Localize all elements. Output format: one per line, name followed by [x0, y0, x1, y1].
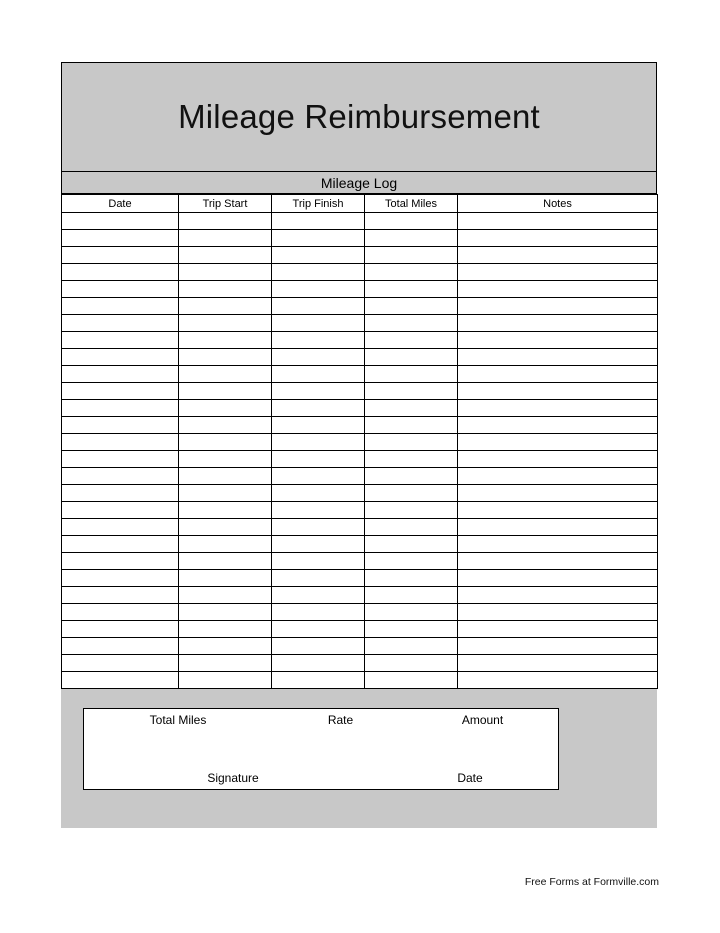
cell-date[interactable]	[62, 468, 179, 485]
cell-total-miles[interactable]	[365, 264, 458, 281]
cell-date[interactable]	[62, 621, 179, 638]
cell-total-miles[interactable]	[365, 383, 458, 400]
cell-date[interactable]	[62, 417, 179, 434]
cell-date[interactable]	[62, 536, 179, 553]
cell-total-miles[interactable]	[365, 672, 458, 689]
cell-total-miles[interactable]	[365, 638, 458, 655]
table-header-row	[62, 195, 658, 213]
table-row	[62, 247, 658, 264]
cell-trip-finish[interactable]	[272, 604, 365, 621]
total-miles-label: Total Miles	[149, 713, 207, 727]
cell-trip-finish[interactable]	[272, 587, 365, 604]
table-row	[62, 383, 658, 400]
cell-date[interactable]	[62, 230, 179, 247]
signature-label: Signature	[207, 771, 259, 785]
table-row	[62, 434, 658, 451]
cell-trip-start[interactable]	[179, 247, 272, 264]
cell-date[interactable]	[62, 383, 179, 400]
cell-trip-finish[interactable]	[272, 434, 365, 451]
cell-notes[interactable]	[458, 264, 658, 281]
cell-total-miles[interactable]	[365, 332, 458, 349]
cell-trip-finish[interactable]	[272, 672, 365, 689]
cell-date[interactable]	[62, 264, 179, 281]
table-row	[62, 213, 658, 230]
cell-trip-finish[interactable]	[272, 468, 365, 485]
cell-trip-start[interactable]	[179, 417, 272, 434]
cell-notes[interactable]	[458, 621, 658, 638]
cell-notes[interactable]	[458, 213, 658, 230]
cell-notes[interactable]	[458, 485, 658, 502]
cell-trip-start[interactable]	[179, 451, 272, 468]
section-header-label: Mileage Log	[320, 174, 398, 191]
cell-notes[interactable]	[458, 536, 658, 553]
cell-total-miles[interactable]	[365, 519, 458, 536]
table-row	[62, 502, 658, 519]
table-row	[62, 332, 658, 349]
table-row	[62, 264, 658, 281]
cell-trip-finish[interactable]	[272, 247, 365, 264]
table-row	[62, 638, 658, 655]
cell-notes[interactable]	[458, 281, 658, 298]
cell-notes[interactable]	[458, 400, 658, 417]
table-row	[62, 655, 658, 672]
cell-trip-finish[interactable]	[272, 298, 365, 315]
table-row	[62, 417, 658, 434]
table-row	[62, 672, 658, 689]
cell-date[interactable]	[62, 298, 179, 315]
cell-trip-finish[interactable]	[272, 366, 365, 383]
cell-trip-start[interactable]	[179, 281, 272, 298]
cell-trip-finish[interactable]	[272, 536, 365, 553]
cell-trip-finish[interactable]	[272, 400, 365, 417]
cell-trip-start[interactable]	[179, 298, 272, 315]
column-header-notes: Notes	[458, 195, 658, 213]
cell-total-miles[interactable]	[365, 366, 458, 383]
cell-trip-finish[interactable]	[272, 264, 365, 281]
cell-trip-finish[interactable]	[272, 315, 365, 332]
cell-notes[interactable]	[458, 468, 658, 485]
column-header-date: Date	[62, 195, 179, 213]
cell-total-miles[interactable]	[365, 230, 458, 247]
cell-trip-start[interactable]	[179, 213, 272, 230]
cell-trip-finish[interactable]	[272, 655, 365, 672]
cell-total-miles[interactable]	[365, 451, 458, 468]
cell-trip-start[interactable]	[179, 366, 272, 383]
cell-date[interactable]	[62, 332, 179, 349]
rate-label: Rate	[327, 713, 354, 727]
cell-total-miles[interactable]	[365, 417, 458, 434]
cell-date[interactable]	[62, 247, 179, 264]
cell-date[interactable]	[62, 434, 179, 451]
mileage-reimbursement-form	[61, 62, 657, 828]
cell-total-miles[interactable]	[365, 553, 458, 570]
cell-total-miles[interactable]	[365, 502, 458, 519]
cell-date[interactable]	[62, 570, 179, 587]
cell-total-miles[interactable]	[365, 213, 458, 230]
cell-trip-start[interactable]	[179, 400, 272, 417]
table-row	[62, 570, 658, 587]
table-row	[62, 485, 658, 502]
cell-trip-finish[interactable]	[272, 621, 365, 638]
cell-total-miles[interactable]	[365, 281, 458, 298]
table-row	[62, 587, 658, 604]
cell-total-miles[interactable]	[365, 587, 458, 604]
cell-date[interactable]	[62, 638, 179, 655]
cell-trip-finish[interactable]	[272, 502, 365, 519]
cell-trip-finish[interactable]	[272, 451, 365, 468]
cell-total-miles[interactable]	[365, 468, 458, 485]
table-row	[62, 281, 658, 298]
cell-date[interactable]	[62, 315, 179, 332]
cell-trip-finish[interactable]	[272, 417, 365, 434]
cell-trip-finish[interactable]	[272, 349, 365, 366]
cell-trip-start[interactable]	[179, 519, 272, 536]
cell-notes[interactable]	[458, 349, 658, 366]
cell-total-miles[interactable]	[365, 434, 458, 451]
table-row	[62, 315, 658, 332]
table-row	[62, 604, 658, 621]
cell-notes[interactable]	[458, 655, 658, 672]
cell-total-miles[interactable]	[365, 604, 458, 621]
cell-trip-finish[interactable]	[272, 519, 365, 536]
cell-trip-start[interactable]	[179, 655, 272, 672]
cell-notes[interactable]	[458, 383, 658, 400]
cell-date[interactable]	[62, 213, 179, 230]
cell-date[interactable]	[62, 281, 179, 298]
column-header-trip-start: Trip Start	[179, 195, 272, 213]
cell-trip-start[interactable]	[179, 315, 272, 332]
table-row	[62, 536, 658, 553]
cell-trip-start[interactable]	[179, 604, 272, 621]
cell-notes[interactable]	[458, 638, 658, 655]
cell-trip-start[interactable]	[179, 672, 272, 689]
signature-labels-row	[83, 766, 557, 790]
cell-trip-start[interactable]	[179, 570, 272, 587]
cell-notes[interactable]	[458, 247, 658, 264]
cell-total-miles[interactable]	[365, 485, 458, 502]
cell-notes[interactable]	[458, 298, 658, 315]
cell-total-miles[interactable]	[365, 247, 458, 264]
cell-total-miles[interactable]	[365, 315, 458, 332]
cell-notes[interactable]	[458, 587, 658, 604]
column-header-total-miles: Total Miles	[365, 195, 458, 213]
cell-notes[interactable]	[458, 672, 658, 689]
section-header-mileage-log	[61, 172, 657, 194]
cell-trip-start[interactable]	[179, 553, 272, 570]
totals-footer-band	[61, 689, 657, 828]
cell-date[interactable]	[62, 553, 179, 570]
cell-trip-start[interactable]	[179, 536, 272, 553]
cell-trip-start[interactable]	[179, 383, 272, 400]
cell-trip-finish[interactable]	[272, 230, 365, 247]
cell-date[interactable]	[62, 349, 179, 366]
cell-notes[interactable]	[458, 315, 658, 332]
cell-total-miles[interactable]	[365, 655, 458, 672]
table-row	[62, 451, 658, 468]
cell-trip-finish[interactable]	[272, 332, 365, 349]
mileage-log-body	[62, 213, 658, 689]
cell-notes[interactable]	[458, 604, 658, 621]
mileage-log-table	[61, 194, 658, 689]
table-row	[62, 519, 658, 536]
cell-total-miles[interactable]	[365, 536, 458, 553]
cell-notes[interactable]	[458, 451, 658, 468]
table-row	[62, 553, 658, 570]
totals-labels-row	[83, 709, 557, 731]
signature-date-label: Date	[457, 771, 483, 785]
cell-total-miles[interactable]	[365, 400, 458, 417]
cell-date[interactable]	[62, 400, 179, 417]
cell-notes[interactable]	[458, 417, 658, 434]
cell-trip-start[interactable]	[179, 587, 272, 604]
cell-trip-finish[interactable]	[272, 213, 365, 230]
cell-notes[interactable]	[458, 366, 658, 383]
table-row	[62, 230, 658, 247]
cell-trip-start[interactable]	[179, 230, 272, 247]
cell-date[interactable]	[62, 587, 179, 604]
cell-notes[interactable]	[458, 502, 658, 519]
table-row	[62, 349, 658, 366]
cell-trip-start[interactable]	[179, 434, 272, 451]
cell-date[interactable]	[62, 604, 179, 621]
page-title: Mileage Reimbursement	[178, 97, 540, 135]
cell-total-miles[interactable]	[365, 349, 458, 366]
cell-total-miles[interactable]	[365, 621, 458, 638]
cell-trip-start[interactable]	[179, 638, 272, 655]
table-row	[62, 400, 658, 417]
amount-label: Amount	[461, 713, 504, 727]
table-row	[62, 468, 658, 485]
cell-date[interactable]	[62, 519, 179, 536]
cell-total-miles[interactable]	[365, 570, 458, 587]
cell-trip-start[interactable]	[179, 349, 272, 366]
cell-trip-finish[interactable]	[272, 281, 365, 298]
cell-trip-start[interactable]	[179, 502, 272, 519]
cell-trip-finish[interactable]	[272, 570, 365, 587]
form-credit: Free Forms at Formville.com	[524, 876, 659, 888]
cell-date[interactable]	[62, 485, 179, 502]
cell-trip-start[interactable]	[179, 485, 272, 502]
cell-trip-finish[interactable]	[272, 485, 365, 502]
cell-notes[interactable]	[458, 332, 658, 349]
cell-notes[interactable]	[458, 230, 658, 247]
cell-trip-finish[interactable]	[272, 553, 365, 570]
cell-notes[interactable]	[458, 519, 658, 536]
cell-trip-start[interactable]	[179, 264, 272, 281]
cell-trip-start[interactable]	[179, 468, 272, 485]
cell-trip-finish[interactable]	[272, 638, 365, 655]
cell-trip-start[interactable]	[179, 621, 272, 638]
cell-date[interactable]	[62, 451, 179, 468]
table-row	[62, 621, 658, 638]
cell-total-miles[interactable]	[365, 298, 458, 315]
cell-date[interactable]	[62, 502, 179, 519]
form-title-banner	[61, 62, 657, 172]
cell-date[interactable]	[62, 366, 179, 383]
cell-trip-finish[interactable]	[272, 383, 365, 400]
column-header-trip-finish: Trip Finish	[272, 195, 365, 213]
cell-notes[interactable]	[458, 553, 658, 570]
cell-date[interactable]	[62, 655, 179, 672]
cell-trip-start[interactable]	[179, 332, 272, 349]
cell-notes[interactable]	[458, 434, 658, 451]
cell-notes[interactable]	[458, 570, 658, 587]
table-row	[62, 366, 658, 383]
cell-date[interactable]	[62, 672, 179, 689]
table-row	[62, 298, 658, 315]
